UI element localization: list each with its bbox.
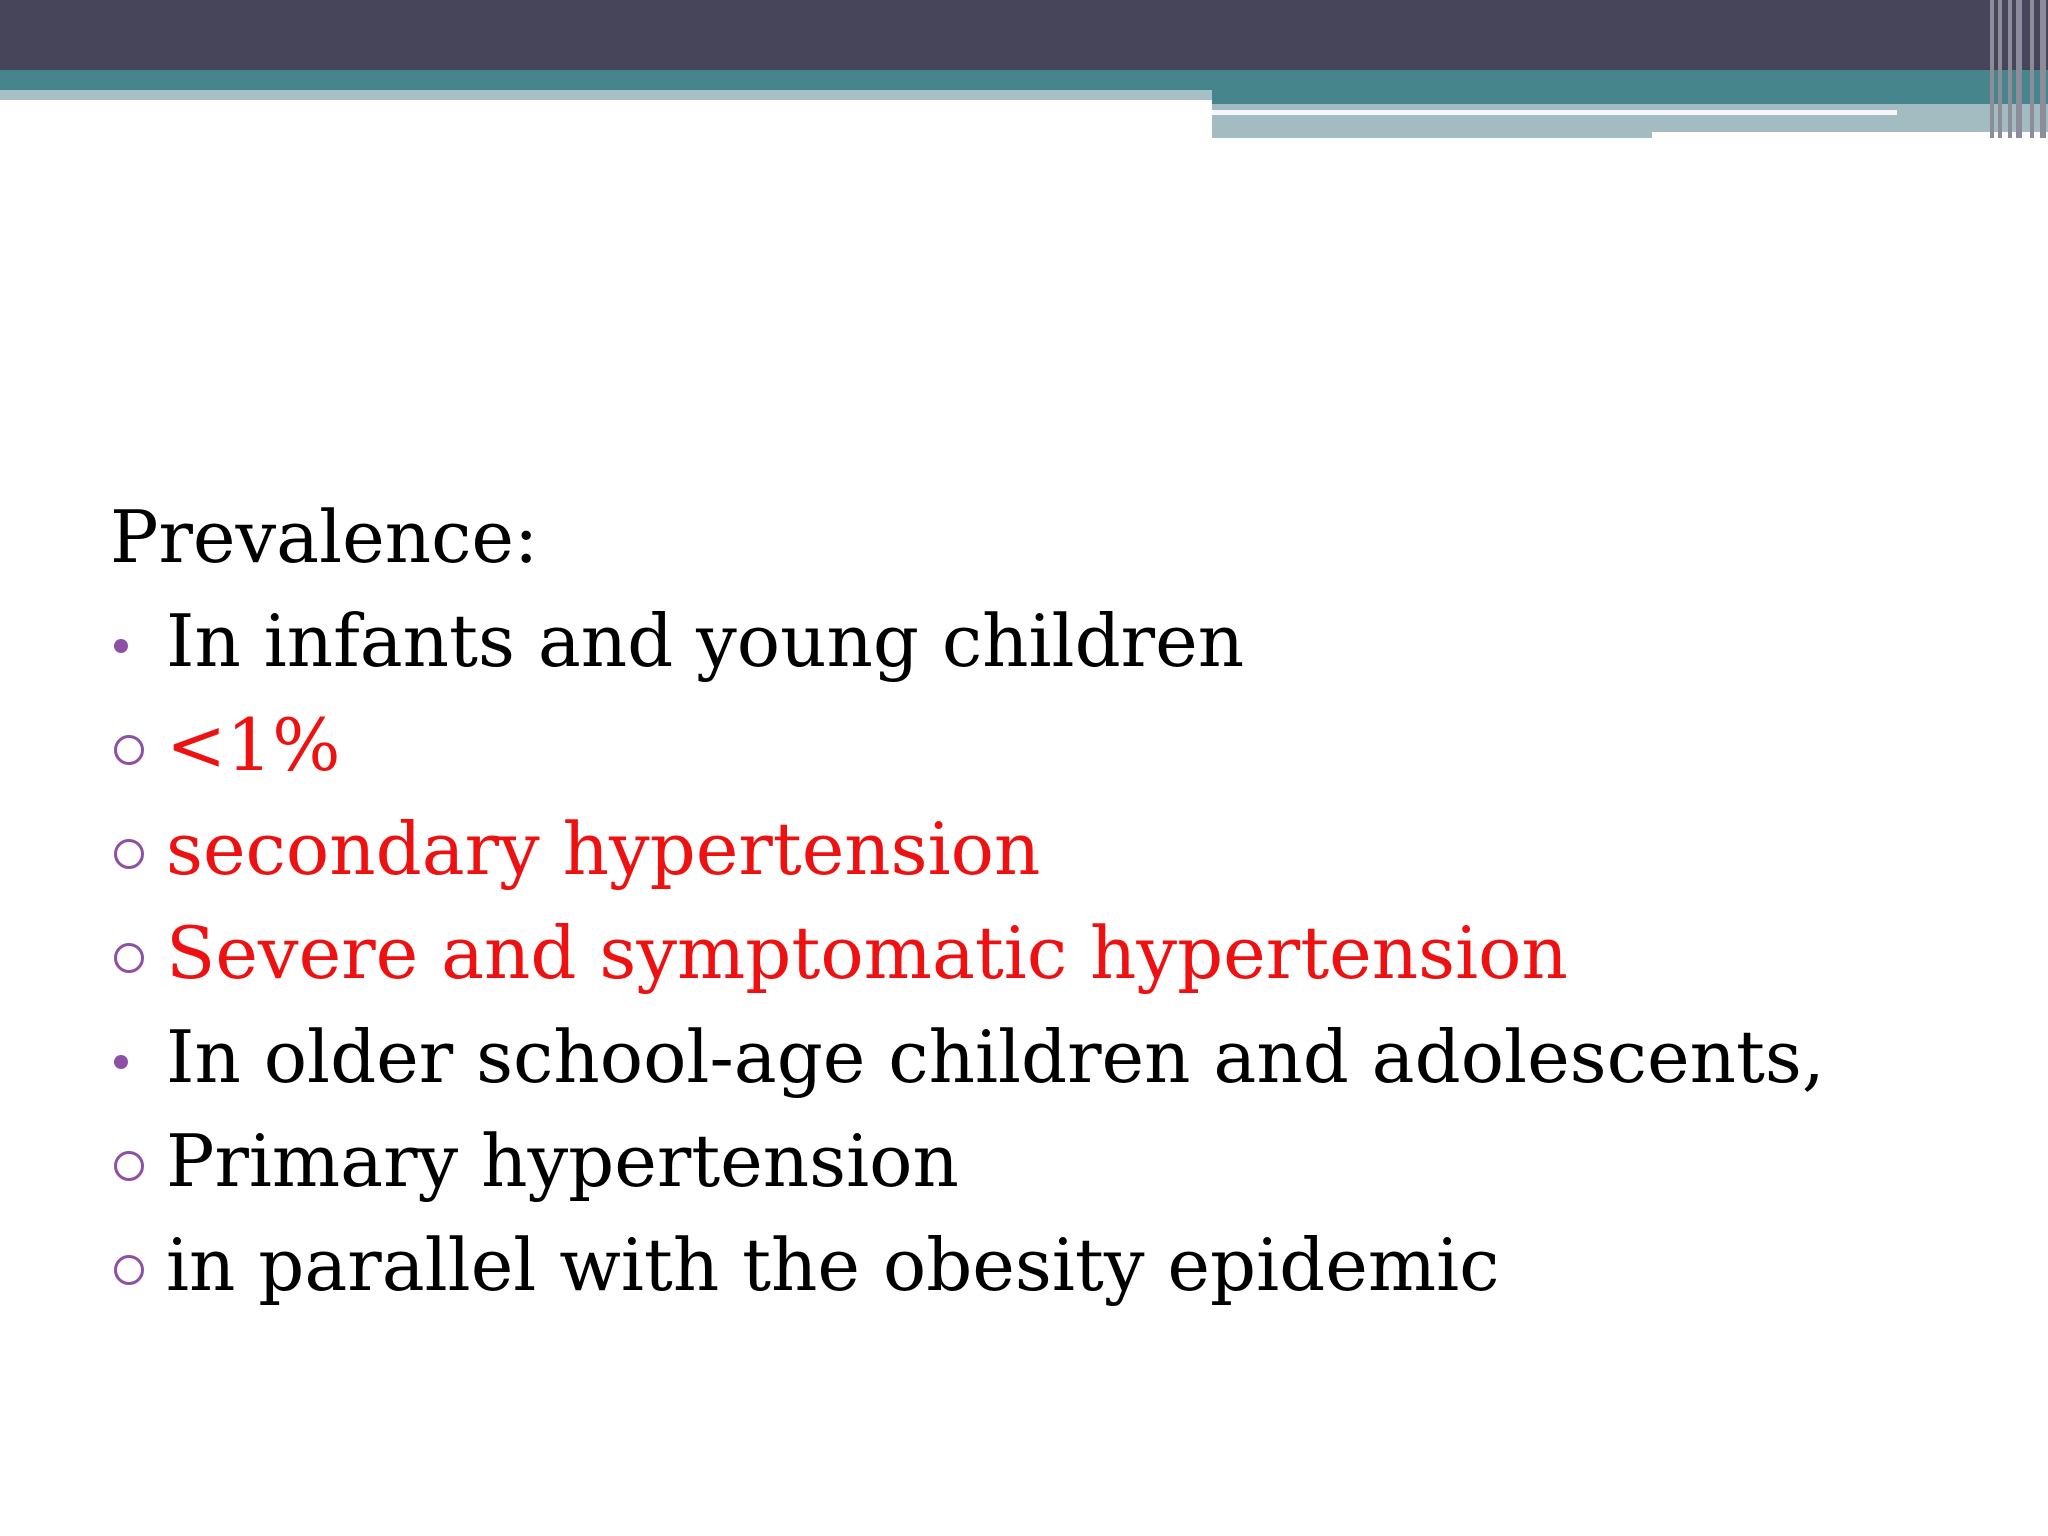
- header-band-teal-right: [1212, 70, 2048, 104]
- bullet-ring-icon: [110, 1213, 166, 1317]
- bullet-dot-icon: [110, 589, 166, 693]
- list-item-text: In infants and young children: [166, 599, 1245, 683]
- list-item: [110, 693, 1970, 797]
- bullet-ring-icon: [110, 693, 166, 797]
- bullet-dot-icon: [110, 1005, 166, 1109]
- list-item-text: in parallel with the obesity epidemic: [166, 1223, 1500, 1307]
- list-item: [110, 1005, 1970, 1109]
- slide-heading: [110, 485, 1970, 589]
- list-item-text: In older school-age children and adolescents,: [166, 1015, 1825, 1099]
- list-item: [110, 1213, 1970, 1317]
- list-item-text: secondary hypertension: [166, 807, 1041, 891]
- slide-body: [110, 485, 1970, 1317]
- list-item-text: <1%: [166, 703, 341, 787]
- list-item: [110, 589, 1970, 693]
- bullet-ring-icon: [110, 1109, 166, 1213]
- header-band-dark: [0, 0, 2048, 70]
- header-band-light-left: [0, 90, 1212, 100]
- list-item-text: Primary hypertension: [166, 1119, 959, 1203]
- heading-text: Prevalence:: [110, 495, 539, 579]
- bullet-ring-icon: [110, 797, 166, 901]
- header-white-line: [1212, 110, 1897, 115]
- header-band-teal-left: [0, 70, 1212, 90]
- list-item: [110, 1109, 1970, 1213]
- list-item: [110, 901, 1970, 1005]
- bullet-ring-icon: [110, 901, 166, 1005]
- list-item-text: Severe and symptomatic hypertension: [166, 911, 1568, 995]
- list-item: [110, 797, 1970, 901]
- header-edge-stripes: [1988, 0, 2048, 138]
